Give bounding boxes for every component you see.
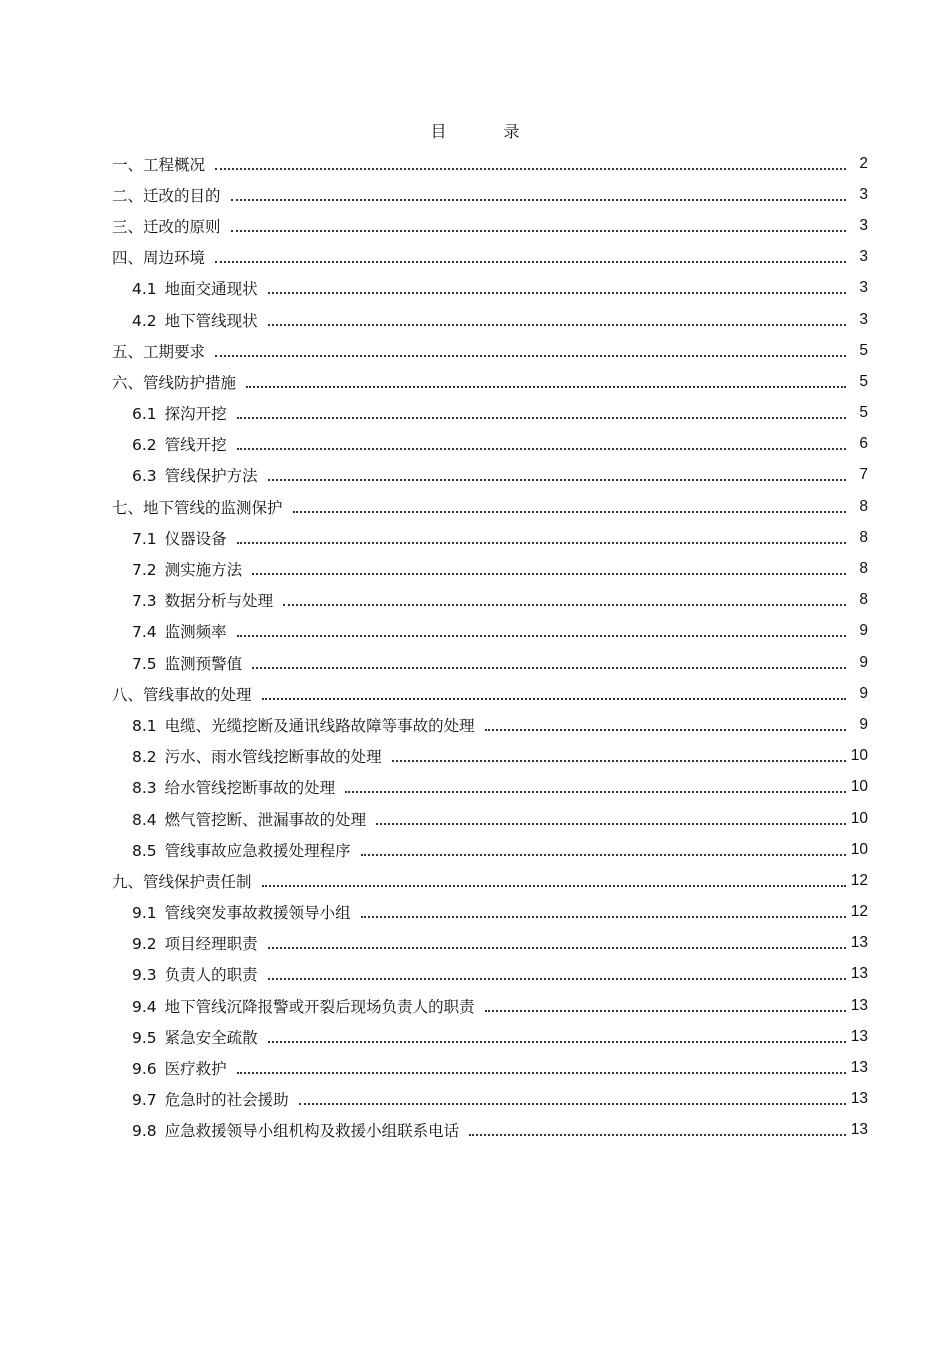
toc-dot-leader xyxy=(485,729,846,731)
toc-page-number: 9 xyxy=(859,684,868,702)
toc-entry[interactable] xyxy=(112,335,868,366)
toc-entry-text: 六、管线防护措施 xyxy=(112,373,237,392)
toc-entry[interactable] xyxy=(112,990,868,1021)
toc-dot-leader xyxy=(262,885,846,887)
toc-entry-number: 7.5 xyxy=(132,654,157,673)
toc-entry-label xyxy=(132,745,392,767)
toc-dot-leader xyxy=(268,292,846,294)
toc-dot-leader xyxy=(215,261,846,263)
toc-entry-number: 9.6 xyxy=(132,1060,157,1079)
toc-entry[interactable] xyxy=(112,585,868,616)
toc-entry-label xyxy=(132,402,237,424)
toc-dot-leader xyxy=(231,199,846,201)
toc-entry-number: 8.3 xyxy=(132,779,157,798)
toc-dot-leader xyxy=(237,635,846,637)
toc-entry-text: 九、管线保护责任制 xyxy=(112,872,252,891)
toc-entry-text: 危急时的社会援助 xyxy=(164,1091,289,1110)
toc-entry-text: 给水管线挖断事故的处理 xyxy=(164,779,336,798)
toc-entry-text: 七、地下管线的监测保护 xyxy=(112,498,283,517)
toc-entry-label xyxy=(132,527,237,549)
toc-page-number: 9 xyxy=(859,715,868,733)
toc-entry-text: 仪器设备 xyxy=(164,529,227,548)
toc-page-number: 6 xyxy=(859,435,868,453)
toc-entry[interactable] xyxy=(112,803,868,834)
toc-entry-number: 8.1 xyxy=(132,716,157,735)
toc-entry-number: 4.2 xyxy=(132,311,157,330)
toc-entry[interactable] xyxy=(112,928,868,959)
toc-entry[interactable] xyxy=(112,460,868,491)
toc-page-number: 5 xyxy=(859,404,868,422)
toc-entry[interactable] xyxy=(112,865,868,896)
toc-entry-text: 三、迁改的原则 xyxy=(112,217,221,236)
toc-dot-leader xyxy=(237,417,846,419)
toc-page-number: 8 xyxy=(859,560,868,578)
toc-page-number: 10 xyxy=(850,747,868,765)
toc-page-number: 10 xyxy=(850,778,868,796)
toc-dot-leader xyxy=(215,355,846,357)
toc-entry-text: 探沟开挖 xyxy=(164,405,227,424)
toc-entry-text: 电缆、光缆挖断及通讯线路故障等事故的处理 xyxy=(164,716,475,735)
toc-entry-text: 四、周边环境 xyxy=(112,249,206,268)
toc-entry[interactable] xyxy=(112,897,868,928)
toc-page-number: 3 xyxy=(859,310,868,328)
toc-entry[interactable] xyxy=(112,210,868,241)
toc-entry-label xyxy=(112,371,246,393)
toc-dot-leader xyxy=(299,1103,846,1105)
toc-dot-leader xyxy=(392,760,846,762)
toc-entry[interactable] xyxy=(112,1052,868,1083)
toc-entry-label xyxy=(112,683,262,705)
toc-page-number: 10 xyxy=(850,809,868,827)
toc-dot-leader xyxy=(361,916,846,918)
toc-entry[interactable] xyxy=(112,366,868,397)
toc-entry-text: 管线保护方法 xyxy=(164,467,258,486)
toc-entry[interactable] xyxy=(112,273,868,304)
toc-entry[interactable] xyxy=(112,491,868,522)
toc-dot-leader xyxy=(293,511,846,513)
toc-entry-label xyxy=(112,215,231,237)
toc-entry-number: 9.5 xyxy=(132,1028,157,1047)
toc-dot-leader xyxy=(268,1041,846,1043)
toc-entry-number: 7.3 xyxy=(132,592,157,611)
toc-dot-leader xyxy=(485,1010,846,1012)
toc-entry-text: 医疗救护 xyxy=(164,1060,227,1079)
toc-entry-number: 6.3 xyxy=(132,467,157,486)
toc-entry-label xyxy=(132,839,361,861)
toc-page-number: 12 xyxy=(850,903,868,921)
toc-entry-label xyxy=(132,808,376,830)
toc-entry[interactable] xyxy=(112,959,868,990)
toc-entry-number: 9.8 xyxy=(132,1122,157,1141)
toc-entry-label xyxy=(132,464,268,486)
toc-dot-leader xyxy=(237,542,846,544)
toc-page-number: 13 xyxy=(850,1027,868,1045)
toc-entry[interactable] xyxy=(112,522,868,553)
toc-entry-number: 4.1 xyxy=(132,280,157,299)
toc-entry-label xyxy=(132,1057,237,1079)
toc-entry-label xyxy=(112,870,262,892)
toc-entry[interactable] xyxy=(112,242,868,273)
toc-page-number: 3 xyxy=(859,185,868,203)
toc-entry[interactable] xyxy=(112,678,868,709)
toc-entry-label xyxy=(132,1026,268,1048)
toc-page-number: 5 xyxy=(859,341,868,359)
toc-entry-number: 8.4 xyxy=(132,810,157,829)
toc-page-number: 12 xyxy=(850,871,868,889)
toc-entry-label xyxy=(112,184,231,206)
toc-dot-leader xyxy=(268,947,846,949)
toc-entry-text: 应急救援领导小组机构及救援小组联系电话 xyxy=(164,1122,460,1141)
toc-entry[interactable] xyxy=(112,709,868,740)
toc-entry[interactable] xyxy=(112,148,868,179)
toc-entry-label xyxy=(132,995,485,1017)
toc-entry[interactable] xyxy=(112,647,868,678)
toc-page-number: 9 xyxy=(859,653,868,671)
toc-entry-text: 监测预警值 xyxy=(164,654,243,673)
toc-entry-text: 负责人的职责 xyxy=(164,966,258,985)
toc-entry-label xyxy=(132,776,345,798)
toc-entry[interactable] xyxy=(112,1115,868,1146)
toc-entry[interactable] xyxy=(112,1021,868,1052)
toc-entry-number: 8.2 xyxy=(132,748,157,767)
toc-entry-label xyxy=(132,558,252,580)
toc-entry-label xyxy=(112,340,215,362)
toc-dot-leader xyxy=(345,791,846,793)
toc-entry-number: 7.1 xyxy=(132,529,157,548)
toc-entry-text: 项目经理职责 xyxy=(164,935,258,954)
toc-entry-label xyxy=(132,620,237,642)
toc-entry-number: 9.3 xyxy=(132,966,157,985)
toc-entry-text: 管线突发事故救援领导小组 xyxy=(164,904,351,923)
toc-page-number: 10 xyxy=(850,840,868,858)
toc-page-number: 13 xyxy=(850,934,868,952)
toc-dot-leader xyxy=(231,230,846,232)
toc-entry-text: 数据分析与处理 xyxy=(164,592,274,611)
toc-entry-number: 8.5 xyxy=(132,841,157,860)
toc-dot-leader xyxy=(215,168,846,170)
toc-dot-leader xyxy=(268,479,846,481)
toc-entry-label xyxy=(132,277,268,299)
toc-entry-text: 燃气管挖断、泄漏事故的处理 xyxy=(164,810,367,829)
toc-entry-text: 管线事故应急救援处理程序 xyxy=(164,841,351,860)
toc-page-number: 13 xyxy=(850,996,868,1014)
toc-entry-label xyxy=(132,309,268,331)
toc-entry[interactable] xyxy=(112,1084,868,1115)
toc-entry-label xyxy=(132,652,252,674)
toc-entry-label xyxy=(132,714,485,736)
toc-dot-leader xyxy=(361,854,846,856)
toc-entry-text: 地面交通现状 xyxy=(164,280,258,299)
toc-dot-leader xyxy=(376,823,846,825)
toc-page-number: 13 xyxy=(850,1090,868,1108)
toc-entry-label xyxy=(112,496,293,518)
toc-dot-leader xyxy=(262,698,846,700)
toc-dot-leader xyxy=(237,1072,846,1074)
toc-page-number: 2 xyxy=(859,154,868,172)
toc-entry-label xyxy=(132,1119,469,1141)
toc-entry-text: 污水、雨水管线挖断事故的处理 xyxy=(164,748,382,767)
toc-entry-number: 9.7 xyxy=(132,1091,157,1110)
toc-dot-leader xyxy=(246,386,846,388)
toc-entry-text: 测实施方法 xyxy=(164,561,243,580)
table-of-contents xyxy=(112,148,868,1146)
toc-page-number: 9 xyxy=(859,622,868,640)
toc-dot-leader xyxy=(469,1134,846,1136)
toc-entry[interactable] xyxy=(112,741,868,772)
toc-page-number: 3 xyxy=(859,216,868,234)
toc-page-number: 8 xyxy=(859,528,868,546)
toc-page-number: 13 xyxy=(850,965,868,983)
toc-entry-text: 管线开挖 xyxy=(164,436,227,455)
toc-page-number: 13 xyxy=(850,1121,868,1139)
toc-entry-number: 9.4 xyxy=(132,997,157,1016)
toc-entry-label xyxy=(112,246,215,268)
toc-entry-label xyxy=(132,433,237,455)
toc-dot-leader xyxy=(283,604,846,606)
toc-entry-label xyxy=(132,1088,299,1110)
toc-entry-text: 地下管线现状 xyxy=(164,311,258,330)
toc-entry-number: 7.2 xyxy=(132,561,157,580)
toc-entry-number: 9.1 xyxy=(132,904,157,923)
toc-entry-label xyxy=(112,153,215,175)
toc-page-number: 7 xyxy=(859,466,868,484)
toc-entry-text: 八、管线事故的处理 xyxy=(112,685,252,704)
toc-entry[interactable] xyxy=(112,553,868,584)
toc-page-number: 8 xyxy=(859,591,868,609)
toc-entry-label xyxy=(132,932,268,954)
toc-page-number: 3 xyxy=(859,279,868,297)
toc-entry-text: 一、工程概况 xyxy=(112,155,206,174)
toc-dot-leader xyxy=(268,978,846,980)
toc-entry-number: 6.1 xyxy=(132,405,157,424)
toc-entry-text: 地下管线沉降报警或开裂后现场负责人的职责 xyxy=(164,997,475,1016)
toc-entry-text: 二、迁改的目的 xyxy=(112,186,221,205)
toc-dot-leader xyxy=(252,667,846,669)
toc-entry-text: 监测频率 xyxy=(164,623,227,642)
toc-entry-number: 7.4 xyxy=(132,623,157,642)
toc-page-number: 13 xyxy=(850,1059,868,1077)
toc-page-number: 5 xyxy=(859,372,868,390)
toc-entry-number: 9.2 xyxy=(132,935,157,954)
toc-page-number: 3 xyxy=(859,248,868,266)
toc-entry-number: 6.2 xyxy=(132,436,157,455)
toc-entry[interactable] xyxy=(112,616,868,647)
toc-entry[interactable] xyxy=(112,834,868,865)
toc-entry[interactable] xyxy=(112,398,868,429)
toc-entry-text: 五、工期要求 xyxy=(112,342,206,361)
toc-page-number: 8 xyxy=(859,497,868,515)
toc-entry[interactable] xyxy=(112,304,868,335)
toc-dot-leader xyxy=(237,448,846,450)
toc-entry-label xyxy=(132,901,361,923)
toc-dot-leader xyxy=(268,324,846,326)
toc-entry[interactable] xyxy=(112,772,868,803)
toc-entry-text: 紧急安全疏散 xyxy=(164,1028,258,1047)
toc-title: 目 录 xyxy=(430,122,546,141)
toc-entry[interactable] xyxy=(112,179,868,210)
toc-entry[interactable] xyxy=(112,429,868,460)
toc-entry-label xyxy=(132,963,268,985)
toc-entry-label xyxy=(132,589,283,611)
toc-dot-leader xyxy=(252,573,846,575)
